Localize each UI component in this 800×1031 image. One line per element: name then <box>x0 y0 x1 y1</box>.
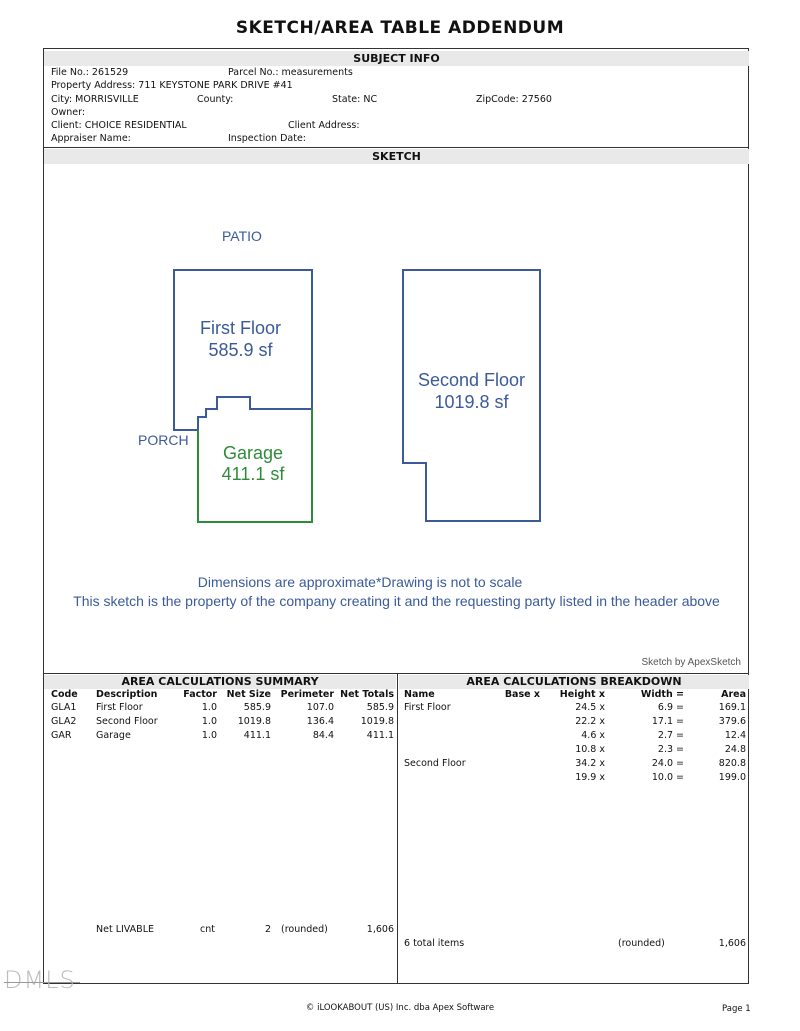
summary-factor: 1.0 <box>201 716 217 727</box>
subject-info-header: SUBJECT INFO <box>44 51 749 66</box>
breakdown-rounded: (rounded) <box>618 938 665 949</box>
summary-perimeter: 136.4 <box>306 716 334 727</box>
summary-code: GLA2 <box>51 716 77 727</box>
breakdown-width: 6.9 = <box>657 702 684 713</box>
summary-col-perimeter: Perimeter <box>280 689 334 700</box>
state: State: NC <box>332 94 378 105</box>
summary-col-code: Code <box>51 689 78 700</box>
breakdown-col-height: Height x <box>559 689 605 700</box>
page-number: Page 1 <box>722 1004 751 1014</box>
copyright: © iLOOKABOUT (US) Inc. dba Apex Software <box>305 1003 495 1013</box>
net-livable-label: Net LIVABLE <box>96 924 154 935</box>
summary-col-net-totals: Net Totals <box>340 689 394 700</box>
page-title: SKETCH/AREA TABLE ADDENDUM <box>235 18 565 38</box>
net-livable-total: 1,606 <box>366 924 394 935</box>
summary-factor: 1.0 <box>201 702 217 713</box>
watermark-rule <box>4 982 80 983</box>
sketch-header: SKETCH <box>44 149 749 164</box>
second-floor-label: Second Floor <box>417 370 526 390</box>
owner: Owner: <box>51 107 86 118</box>
breakdown-height: 22.2 x <box>575 716 605 727</box>
breakdown-area: 199.0 <box>718 772 746 783</box>
breakdown-width: 24.0 = <box>651 758 684 769</box>
watermark-logo: DMLS <box>4 966 76 994</box>
summary-net-total: 1019.8 <box>360 716 394 727</box>
porch-label: PORCH <box>138 432 189 448</box>
breakdown-total-items: 6 total items <box>404 938 465 949</box>
summary-description: Second Floor <box>96 716 158 727</box>
sketch-note-property: This sketch is the property of the company creating it and the requesting party listed in the header above <box>73 593 720 609</box>
breakdown-col-width: Width = <box>640 689 684 700</box>
summary-code: GAR <box>51 730 72 741</box>
summary-net-size: 585.9 <box>243 702 271 713</box>
sketch-note-dimensions: Dimensions are approximate*Drawing is not to scale <box>197 574 523 590</box>
first-floor-label: First Floor <box>200 318 281 338</box>
breakdown-col-base: Base x <box>504 689 540 700</box>
net-livable-count: 2 <box>264 924 271 935</box>
summary-factor: 1.0 <box>201 730 217 741</box>
breakdown-header: AREA CALCULATIONS BREAKDOWN <box>399 675 749 689</box>
breakdown-height: 4.6 x <box>581 730 605 741</box>
breakdown-height: 10.8 x <box>575 744 605 755</box>
breakdown-area: 379.6 <box>718 716 746 727</box>
summary-perimeter: 107.0 <box>306 702 334 713</box>
summary-net-size: 411.1 <box>243 730 271 741</box>
breakdown-name: First Floor <box>404 702 451 713</box>
parcel-no: Parcel No.: measurements <box>228 67 353 78</box>
net-livable-rounded: (rounded) <box>281 924 328 935</box>
county: County: <box>197 94 234 105</box>
summary-description: First Floor <box>96 702 143 713</box>
net-livable-cnt: cnt <box>200 924 215 935</box>
inspection-date: Inspection Date: <box>228 133 306 144</box>
garage-label: Garage <box>222 443 284 463</box>
breakdown-height: 19.9 x <box>575 772 605 783</box>
breakdown-width: 10.0 = <box>651 772 684 783</box>
summary-col-factor: Factor <box>183 689 217 700</box>
file-no: File No.: 261529 <box>51 67 129 78</box>
summary-description: Garage <box>96 730 131 741</box>
breakdown-area: 24.8 <box>724 744 746 755</box>
summary-net-total: 585.9 <box>366 702 394 713</box>
breakdown-col-name: Name <box>404 689 435 700</box>
city: City: MORRISVILLE <box>51 94 139 105</box>
table-divider <box>397 673 398 984</box>
sketch-credit: Sketch by ApexSketch <box>641 657 741 668</box>
breakdown-area: 12.4 <box>724 730 746 741</box>
breakdown-height: 24.5 x <box>575 702 605 713</box>
garage-area: 411.1 sf <box>221 464 285 484</box>
breakdown-width: 17.1 = <box>651 716 684 727</box>
zip-code: ZipCode: 27560 <box>476 94 552 105</box>
breakdown-area: 820.8 <box>718 758 746 769</box>
patio-label: PATIO <box>222 228 262 244</box>
first-floor-area: 585.9 sf <box>208 340 273 360</box>
summary-header: AREA CALCULATIONS SUMMARY <box>44 675 396 689</box>
breakdown-total: 1,606 <box>718 938 746 949</box>
summary-perimeter: 84.4 <box>312 730 334 741</box>
client-address: Client Address: <box>288 120 360 131</box>
summary-net-size: 1019.8 <box>237 716 271 727</box>
summary-code: GLA1 <box>51 702 77 713</box>
breakdown-col-area: Area <box>721 689 746 700</box>
appraiser-name: Appraiser Name: <box>51 133 131 144</box>
property-address: Property Address: 711 KEYSTONE PARK DRIVE #41 <box>51 80 293 91</box>
client: Client: CHOICE RESIDENTIAL <box>51 120 187 131</box>
breakdown-name: Second Floor <box>404 758 466 769</box>
breakdown-height: 34.2 x <box>575 758 605 769</box>
breakdown-width: 2.7 = <box>657 730 684 741</box>
breakdown-area: 169.1 <box>718 702 746 713</box>
summary-col-description: Description <box>96 689 158 700</box>
summary-net-total: 411.1 <box>366 730 394 741</box>
second-floor-area: 1019.8 sf <box>434 392 509 412</box>
breakdown-width: 2.3 = <box>657 744 684 755</box>
summary-col-net-size: Net Size <box>226 689 271 700</box>
